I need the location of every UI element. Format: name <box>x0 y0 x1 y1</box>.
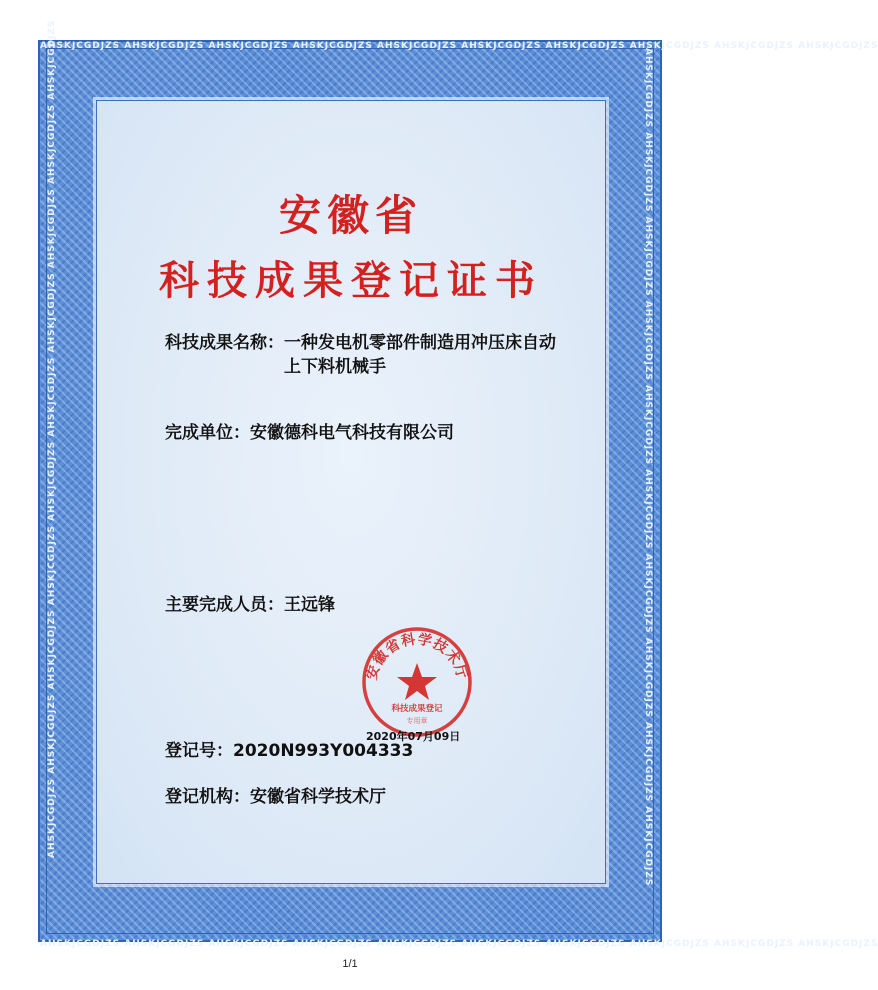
achievement-name-field <box>165 331 605 379</box>
seal-sub-text: 专用章 <box>406 717 428 725</box>
main-personnel-label: 主要完成人员： <box>165 595 284 615</box>
registration-number-label: 登记号： <box>165 741 233 761</box>
achievement-name-value-line1: 一种发电机零部件制造用冲压床自动 <box>284 333 556 353</box>
seal-star-icon <box>397 663 437 700</box>
border-microtext-left: AHSKJCGDJZS AHSKJCGDJZS AHSKJCGDJZS AHSKJCGDJZS AHSKJCGDJZS AHSKJCGDJZS AHSKJCGDJZS AHSKJCGDJZS AHSKJCGDJZS AHSKJCGDJZS <box>47 19 57 858</box>
completion-unit-field <box>165 421 454 445</box>
certificate-title-province: 安徽省 <box>278 191 423 240</box>
achievement-name-label: 科技成果名称： <box>165 333 284 353</box>
seal-arc-text: 安徽省科学技术厅 <box>364 631 470 682</box>
seal-bottom-text: 科技成果登记 <box>391 704 443 714</box>
certificate-title-main: 科技成果登记证书 <box>159 258 543 304</box>
completion-unit-value: 安徽德科电气科技有限公司 <box>250 423 454 443</box>
registration-authority-value: 安徽省科学技术厅 <box>250 787 386 807</box>
seal-date: 2020年07月09日 <box>366 730 461 743</box>
certificate-paper <box>96 100 606 884</box>
completion-unit-label: 完成单位： <box>165 423 250 443</box>
main-personnel-value: 王远锋 <box>284 595 335 615</box>
main-personnel-field <box>165 593 335 617</box>
registration-number-value: 2020N993Y004333 <box>233 741 414 761</box>
border-microtext-top: AHSKJCGDJZS AHSKJCGDJZS AHSKJCGDJZS AHSKJCGDJZS AHSKJCGDJZS AHSKJCGDJZS AHSKJCGDJZS AHSKJCGDJZS AHSKJCGDJZS AHSKJCGDJZS <box>40 41 878 51</box>
border-microtext-bottom: AHSKJCGDJZS AHSKJCGDJZS AHSKJCGDJZS AHSKJCGDJZS AHSKJCGDJZS AHSKJCGDJZS AHSKJCGDJZS AHSKJCGDJZS AHSKJCGDJZS AHSKJCGDJZS <box>40 939 878 949</box>
registration-authority-label: 登记机构： <box>165 787 250 807</box>
page-number: 1/1 <box>342 958 358 970</box>
achievement-name-value-line2: 上下料机械手 <box>284 357 386 377</box>
border-microtext-right: AHSKJCGDJZS AHSKJCGDJZS AHSKJCGDJZS AHSKJCGDJZS AHSKJCGDJZS AHSKJCGDJZS AHSKJCGDJZS AHSKJCGDJZS AHSKJCGDJZS AHSKJCGDJZS <box>643 48 653 887</box>
official-seal <box>360 625 474 739</box>
registration-authority-field <box>165 785 386 809</box>
